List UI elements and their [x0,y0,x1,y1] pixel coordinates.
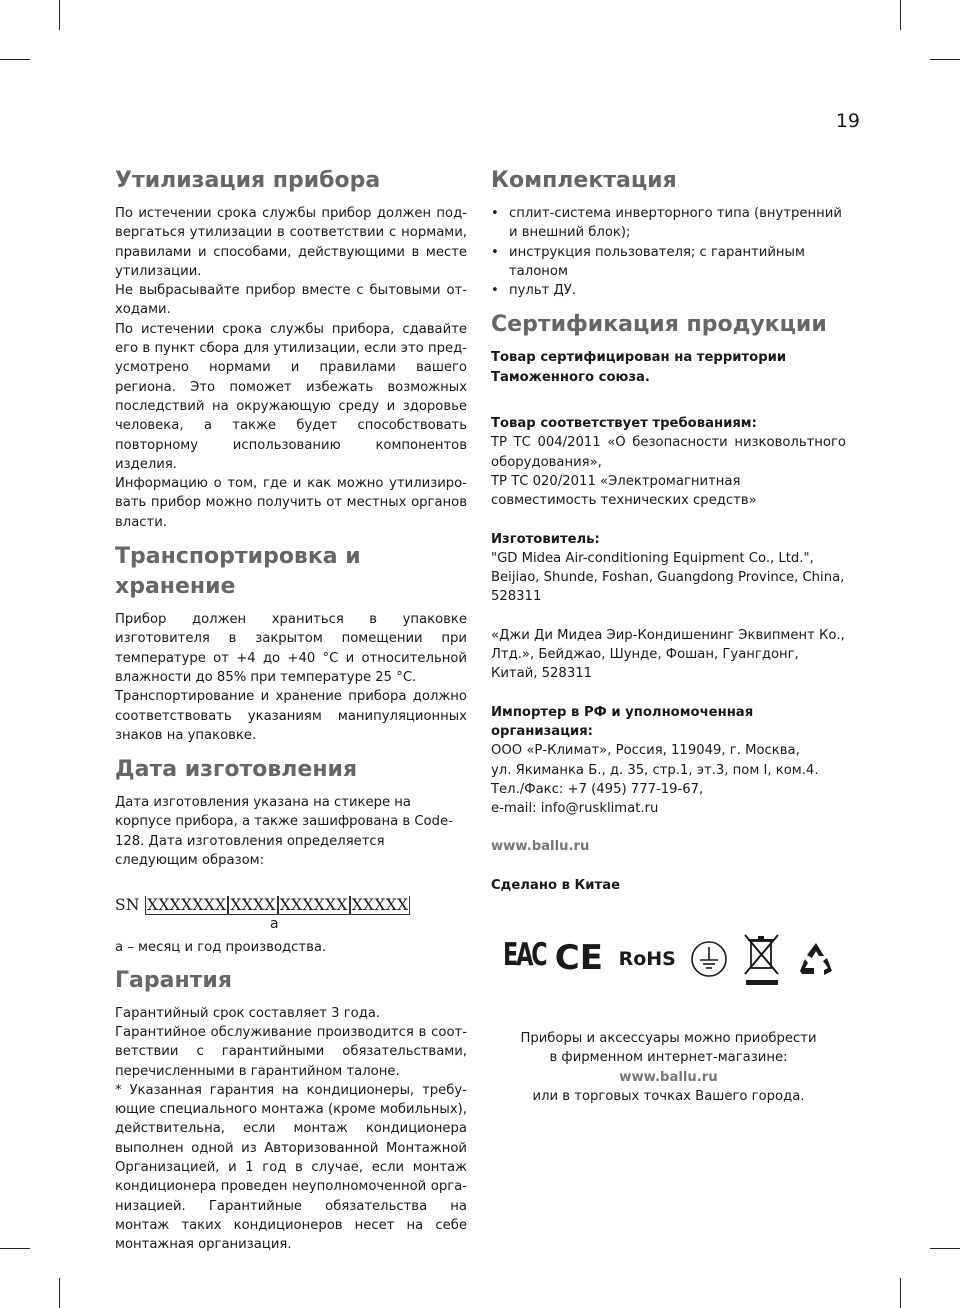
disposal-title: Утилизация прибора [115,168,381,193]
sn-label: а [270,916,279,933]
manufacturer-label: Изготовитель: [491,531,600,547]
kit-list [491,204,846,300]
warranty-paragraph: Гарантийное обслуживание производится в соответствии с гарантийными обязательствами, перечисленными в гарантийном талоне. [115,1024,467,1079]
eac-mark-icon: EAC [503,937,546,974]
manufacturer-en: "GD Midea Air-conditioning Equipment Co., Ltd.", Beijiao, Shunde, Foshan, Guangdong Province, China, 528311 [491,550,845,605]
certification-marks [503,929,836,989]
purchase-line: в фирменном интернет-магазине: [549,1050,788,1066]
sn-group: XXXXXXX [147,896,227,915]
sn-group: XXXX [230,896,276,915]
importer-line: Тел./Факс: +7 (495) 777-19-67, [491,781,704,797]
list-item: • пульт ДУ. [491,281,846,300]
standard-text: ТР ТС 020/2011 «Электромагнитная совместимость технических средств» [491,473,757,509]
recycle-icon [796,941,836,977]
disposal-paragraph: Информацию о том, где и как можно утилизировать прибор можно получить от местных органов власти. [115,476,467,530]
crop-mark [59,0,60,30]
warranty-title: Гарантия [115,967,232,993]
serial-number-format [115,896,467,932]
rohs-mark-icon: RoHS [618,948,676,971]
left-column [115,166,467,1254]
page-number: 19 [835,110,860,132]
ground-symbol-icon [690,940,728,978]
manufacturer-ru: «Джи Ди Мидеа Эир-Кондишенинг Эквипмент Ко., Лтд.», Бейджао, Шунде, Фошан, Гуангдонг, Китай, 528311 [491,627,845,682]
made-in-text: Сделано в Китае [491,877,621,893]
crop-mark [900,1278,901,1308]
shop-link[interactable]: www.ballu.ru [619,1069,718,1085]
transport-paragraph: Транспортирование и хранение прибора должно соответствовать указаниям манипуляционных знаков на упаковке. [115,689,467,743]
importer-label: Импортер в РФ и уполномоченная организация: [491,704,754,739]
right-column [491,166,846,1106]
list-item: • инструкция пользователя; с гарантийным талоном [491,243,846,282]
certified-text: Товар сертифицирован на территории Таможенного союза. [491,350,787,385]
date-note: а – месяц и год производства. [115,940,327,956]
ce-mark-icon: CE [554,938,603,979]
standard-text: ТР ТС 004/2011 «О безопасности низковольтного оборудования», [491,435,846,470]
crop-mark [59,1278,60,1308]
sn-group: XXXXXX [279,896,348,915]
crop-mark [0,1248,30,1249]
complies-label: Товар соответствует требованиям: [491,416,757,432]
kit-title: Комплектация [491,168,677,193]
weee-bin-icon [742,931,782,987]
transport-title: Транспортировка и хранение [115,544,361,600]
sn-prefix: SN [115,896,140,915]
purchase-line: или в торговых точках Вашего города. [532,1088,805,1104]
certification-title: Сертификация продукции [491,312,827,338]
website-link[interactable]: www.ballu.ru [491,839,590,855]
transport-paragraph: Прибор должен храниться в упаковке изготовителя в закрытом помещении при температуре от +4 до +40 °C и относительной влажности до 85% при температуре 25 °C. [115,612,467,685]
list-item: • сплит-система инверторного типа (внутренний и внешний блок); [491,204,846,243]
sn-group: XXXXX [351,896,409,915]
disposal-paragraph: По истечении срока службы прибора, сдавайте его в пункт сбора для утилизации, если это предусмотрено нормами и правилами вашего региона. Это поможет избежать возможных последствий на окружающую среду и здоровье человека, а также будет способствовать повторному использованию компонентов изделия. [115,321,467,472]
crop-mark [930,59,960,60]
crop-mark [900,0,901,30]
purchase-line: Приборы и аксессуары можно приобрести [520,1031,817,1047]
importer-email: e-mail: info@rusklimat.ru [491,801,659,817]
date-title: Дата изготовления [115,757,358,783]
importer-line: ул. Якиманка Б., д. 35, стр.1, эт.3, пом I, ком.4. [491,762,819,778]
warranty-paragraph: * Указанная гарантия на кондиционеры, требующие специального монтажа (кроме мобильных), действительна, если монтаж кондиционера выполнен одной из Авторизованной Монтажной Организацией, и 1 год в случае, если монтаж кондиционера проведен неуполномоченной организацией. Гарантийные обязательства на монтаж таких кондиционеров несет на себе монтажная организация. [115,1082,467,1253]
disposal-paragraph: Не выбрасывайте прибор вместе с бытовыми отходами. [115,283,467,318]
crop-mark [0,59,30,60]
disposal-paragraph: По истечении срока службы прибор должен подвергаться утилизации в соответствии с нормами, правилами и способами, действующими в месте утилизации. [115,206,467,279]
warranty-paragraph: Гарантийный срок составляет 3 года. [115,1005,381,1021]
crop-mark [930,1248,960,1249]
importer-line: ООО «Р-Климат», Россия, 119049, г. Москва, [491,743,800,759]
purchase-info [491,1029,846,1106]
date-paragraph: Дата изготовления указана на стикере на корпусе прибора, а также зашифрована в Code-128. Дата изготовления определяется следующим образом: [115,795,453,869]
